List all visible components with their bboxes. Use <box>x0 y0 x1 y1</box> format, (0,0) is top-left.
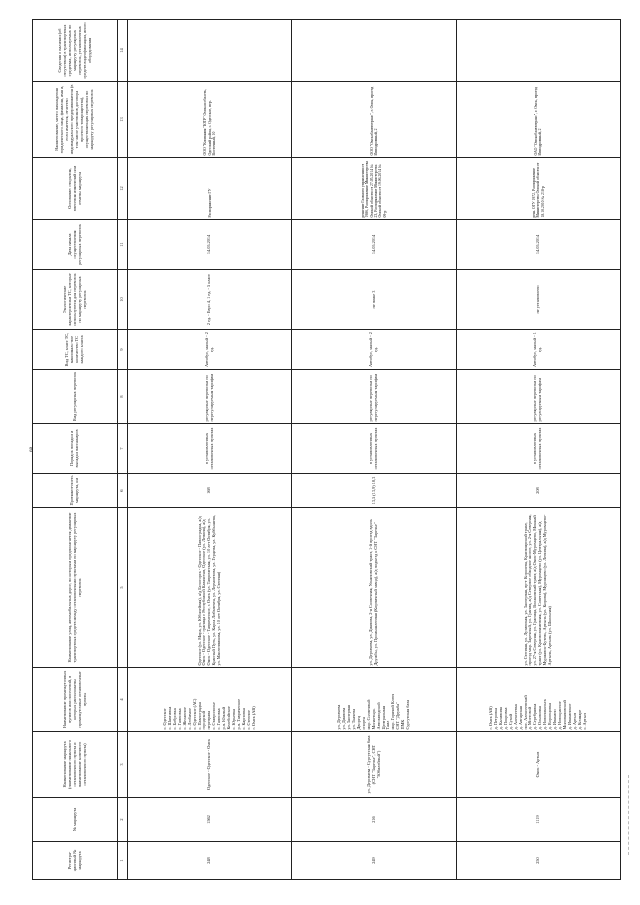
header-cell: Наименование маршрута (наименование начального остановочного пункта и наименование конечного остановочного пункта) <box>33 732 118 798</box>
transport-type-cell: регулярные перевозки по нерегулируемым тарифам <box>128 370 292 424</box>
route-number-cell: 1562 <box>128 798 292 842</box>
column-number: 4 <box>118 668 128 732</box>
basis-cell: решение Главного управления от 1986, Распоряжение Министерства Омской области от 27.05.2014 № 23, Распоряжение Министерства Омской области от 19.06.2014 № 09-р <box>292 158 456 220</box>
header-cell: Сведения о наличии (об отсутствии) в транспортных средствах, используемых по маршруту регулярных перевозок, установленных средств видеофиксации, иного оборудования <box>33 20 118 82</box>
start-date-cell: 14.05.2014 <box>456 220 620 270</box>
reg-number-cell: 250 <box>456 842 620 880</box>
header-cell: Вид ТС, класс ТС, максималь-ное количество ТС каждого класса <box>33 330 118 370</box>
carrier-cell: ООО "Компания "ЮТР" Омская область, Одесский район, с. Одесское, пер. Восточный, 10 <box>128 82 292 158</box>
length-cell: 13,5 (13,9) 18,3 <box>292 474 456 508</box>
start-date-cell: 14.05.2014 <box>292 220 456 270</box>
header-cell: Наименование улиц, автомобильных дорог, по которым предполагается движение транспортных средств между остановочными пунктами по маршруту регулярных перевозок <box>33 508 118 668</box>
column-number: 10 <box>118 270 128 330</box>
column-number: 6 <box>118 474 128 508</box>
header-cell: Порядок посадки и высадки пассажиров <box>33 424 118 474</box>
eco-class-cell: 2 ед. - Евро 4, 1 ед. - 5 класс <box>128 270 292 330</box>
column-number: 3 <box>118 732 128 798</box>
header-row <box>33 20 118 880</box>
stops-cell: ул. Дергачева ул. Дианова ул. Заозерная ул. Ткачева Дворец спорта мкр. Солнечный Монастырь Автозаводской Центральная Таил мкр. Горячий Ключ СНТ "Дружба" ПМК Сургутская база <box>292 668 456 732</box>
carrier-cell: ООО "Омскоблавтотранс", г. Омск, проезд Ипподромный, 2 <box>292 82 456 158</box>
column-number: 11 <box>118 220 128 270</box>
scan-edge-mark <box>628 775 631 855</box>
video-cell <box>128 20 292 82</box>
header-cell: № маршрута <box>33 798 118 842</box>
route-register-table <box>32 19 621 880</box>
route-streets-cell: ул. Дергачева, ул. Дианова, 2-я Солнечная, Ульяновский тракт, 1-й проезд вдоль Дружбы, ул. Промышленная (Кирпичный завод), а/д подъезд к СНТ "Заречье" <box>292 508 456 668</box>
eco-class-cell: не ниже 3 <box>292 270 456 330</box>
header-cell: Дата начала осуществления регулярных перевозок <box>33 220 118 270</box>
vehicle-cell: Автобус, малый - 1 ед. <box>456 330 620 370</box>
transport-type-cell: регулярные перевозки по нерегулируемым тарифам <box>292 370 456 424</box>
carrier-cell: ОАО "Омскоблавтотранс", г. Омск, проезд Ипподромный, 2 <box>456 82 620 158</box>
table-row <box>128 20 292 880</box>
vehicle-cell: Автобус, малый - 2 ед. <box>128 330 292 370</box>
table-row <box>456 20 620 880</box>
column-number: 14 <box>118 20 128 82</box>
boarding-cell: в установленных остановочных пунктах <box>128 424 292 474</box>
header-cell: Основание: открытия, внесения изменений или отмены маршрута <box>33 158 118 220</box>
boarding-cell: в установленных остановочных пунктах <box>456 424 620 474</box>
header-cell: Вид регулярных перевозок <box>33 370 118 424</box>
column-number-row <box>118 20 128 880</box>
page-number: 68 <box>30 447 35 452</box>
basis-cell: реш. ОГУ 1972, Распоряжение Министерства Омской области от 18.10.2010 № 218-р <box>456 158 620 220</box>
header-cell: Протяжен-ность маршрута, км <box>33 474 118 508</box>
eco-class-cell: не установлено <box>456 270 620 330</box>
header-cell: Наименование, место нахождения юридического лица, фамилия, имя и, если имеется, отчество индивидуального предпринимателя (в том числе участников договора простого товарищества), осуществляющих перевозки по маршруту регулярных перевозок <box>33 82 118 158</box>
column-number: 1 <box>118 842 128 880</box>
route-streets-cell: ул. Степная, ул. Лузинская, ул. Заозерная, пр-т Королева, Красноярский тракт, проезд мкр. Заречный, ул. Границ, а/д Северное обходное шоссе, ул. 2-я Северная, ул. 27-я Северная, ул. Граница, Волжинский тракт, а/д Омск-Муромцево, Мокшай тракт (ул. Краснознаменная, ул. Советская), Муромцево (ул. Центральная), а/д Мурманск-Бутень, Артынь (ул. Кирова), Муромцево (ул. Ленина), а/д Муромцево-Артынь, Артынь (ул. Школьная) <box>456 508 620 668</box>
vehicle-cell: Автобус, малый - 2 ед. <box>292 330 456 370</box>
column-number: 13 <box>118 82 128 158</box>
column-number: 5 <box>118 508 128 668</box>
column-number: 9 <box>118 330 128 370</box>
column-number: 12 <box>118 158 128 220</box>
stops-cell: г. Омск (АВ) д. Петровка д. Калинина д. Покровка д. Сухой д. Алексеевка д. Ангарская пос. Алексеевский д. Мостовой д. Серебрянка д. Олыпинка д. Новоникольск д. Воронцовка д. Ивакино д. Новокрасное Миловановский д. Ивакинское д. Артын д. Кочмаре с. Артын <box>456 668 620 732</box>
start-date-cell: 14.05.2014 <box>128 220 292 270</box>
rotated-register-page <box>32 20 621 880</box>
reg-number-cell: 248 <box>128 842 292 880</box>
length-cell: 168 <box>128 474 292 508</box>
header-cell: Регистра-ционный № маршрута <box>33 842 118 880</box>
table-row <box>292 20 456 880</box>
reg-number-cell: 249 <box>292 842 456 880</box>
route-number-cell: 216 <box>292 798 456 842</box>
route-name-cell: ул. Дергачева - Сургутская база (СНТ "Заречье", СНТ "Юбилейный") <box>292 732 456 798</box>
header-cell: Наименование промежуточных пунктов или поселений, в которых расположены промежуточные остановочные пункты <box>33 668 118 732</box>
video-cell <box>292 20 456 82</box>
column-number: 7 <box>118 424 128 474</box>
route-name-cell: Одесское - Одесское - Омск <box>128 732 292 798</box>
column-number: 8 <box>118 370 128 424</box>
header-cell: Экологические характеристики ТС, которые используются для перевозок по маршруту регулярных перевозок <box>33 270 118 330</box>
length-cell: 208 <box>456 474 620 508</box>
boarding-cell: в установленных остановочных пунктах <box>292 424 456 474</box>
stops-cell: с. Одесское с. Шахтинка с. Бобровка с. Ганновка с. Желанное с. Любимое с. Одесское (АС) с. Павлоградка городской переправа с. Ставрополье с. Ганновка р.п. Южный Келебийское с. Юрьевка р.п. Таврическое с. Карповка с. Степное г. Омск (АВ) <box>128 668 292 732</box>
column-number: 2 <box>118 798 128 842</box>
video-cell <box>456 20 620 82</box>
route-number-cell: 1119 <box>456 798 620 842</box>
route-streets-cell: Одесское (ул. Мира, ул. Юбилейная), а/д Белогорск - Одесское - Павлоградка, а/д Омск - Одесское - граница с Республикой Казахстан, Одесское (ул. Ленина), а/д Омск - Одесское - Таврическое, г. Омск (ул. Таврическая, ул. 10 лет Октября, ул. Красный Путь, ул. Карла Либкнехта, ул. Лермонтова, ул. Герцена, ул. Куйбышева, ул. Масленникова, ул. 10 лет Октября, ул. Степная) <box>128 508 292 668</box>
route-name-cell: Омск - Артын <box>456 732 620 798</box>
transport-type-cell: регулярные перевозки по регулируемым тарифам <box>456 370 620 424</box>
basis-cell: Распоряжение ГУ <box>128 158 292 220</box>
